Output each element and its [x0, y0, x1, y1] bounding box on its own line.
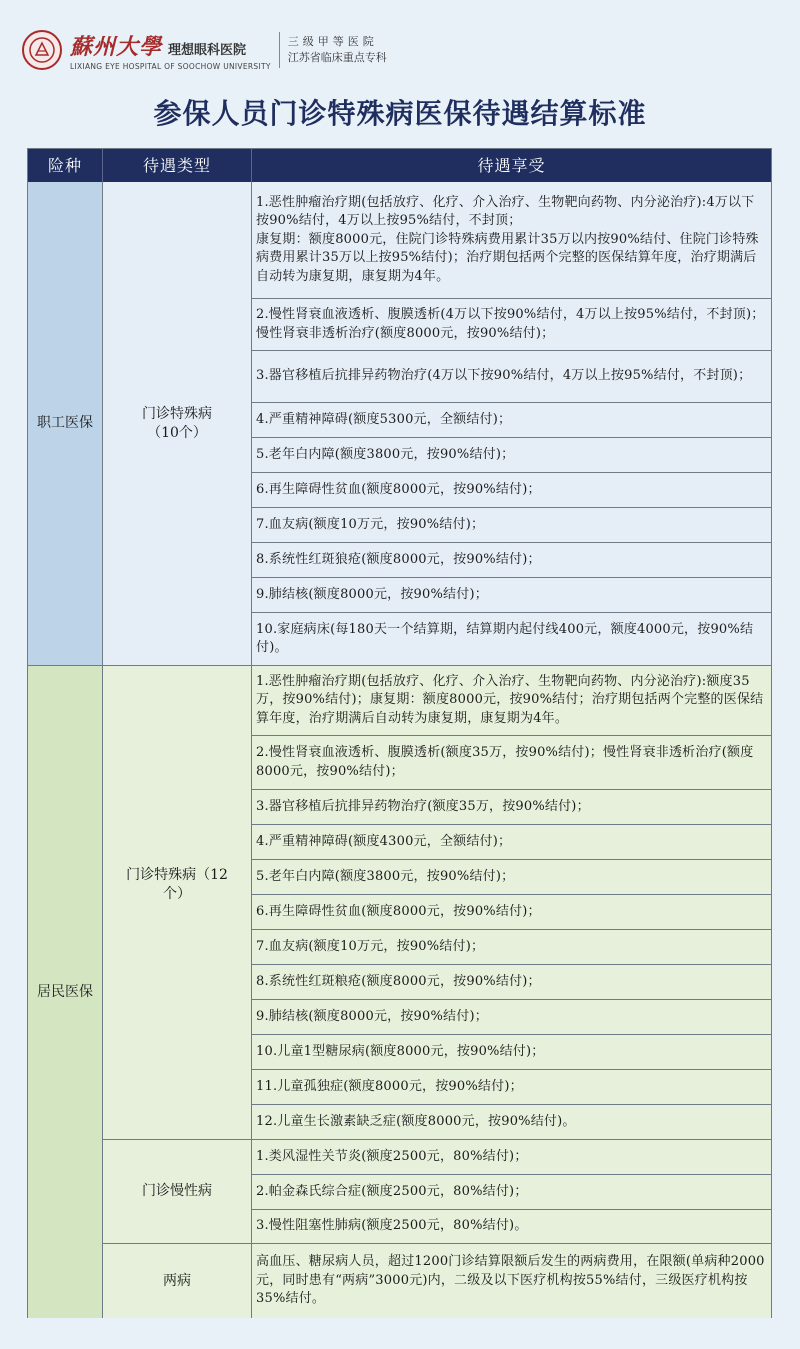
hospital-name: 理想眼科医院 — [168, 42, 247, 58]
two-diseases-row: 高血压、糖尿病人员，超过1200门诊结算限额后发生的两病费用，在限额(单病种2000元，同时患有“两病”3000元)内，二级及以下医疗机构按55%结付，三级医疗机构按35%结付。 — [252, 1244, 771, 1318]
type-resident-chronic: 门诊慢性病 — [103, 1140, 252, 1244]
employee-row-9: 9.肺结核(额度8000元，按90%结付)； — [252, 578, 771, 613]
insurance-employee: 职工医保 — [28, 182, 103, 666]
hospital-credentials — [288, 34, 387, 66]
type-resident-special: 门诊特殊病（12 个） — [103, 666, 252, 1140]
resident-row-2: 2.慢性肾衰血液透析、腹膜透析(额度35万，按90%结付)；慢性肾衰非透析治疗(额度8000元，按90%结付)； — [252, 736, 771, 790]
header-divider — [279, 32, 280, 68]
header-benefit: 待遇享受 — [477, 156, 546, 175]
resident-row-1: 1.恶性肿瘤治疗期(包括放疗、化疗、介入治疗、生物靶向药物、内分泌治疗):额度35万，按90%结付)；康复期：额度8000元，按90%结付；治疗期包括两个完整的医保结算年度，治疗期满后自动转为康复期，康复期为4年。 — [252, 666, 771, 736]
chronic-row-3: 3.慢性阻塞性肺病(额度2500元，80%结付)。 — [252, 1210, 771, 1244]
table-header — [28, 149, 771, 182]
chronic-row-1: 1.类风湿性关节炎(额度2500元，80%结付)； — [252, 1140, 771, 1175]
employee-row-6: 6.再生障碍性贫血(额度8000元，按90%结付)； — [252, 473, 771, 508]
type-employee-special: 门诊特殊病 （10个） — [103, 182, 252, 666]
benefits-table — [27, 148, 772, 1318]
employee-row-5: 5.老年白内障(额度3800元，按90%结付)； — [252, 438, 771, 473]
logo-text — [70, 30, 271, 71]
resident-row-8: 8.系统性红斑粮疮(额度8000元，按90%结付)； — [252, 965, 771, 1000]
resident-row-5: 5.老年白内障(额度3800元，按90%结付)； — [252, 860, 771, 895]
hospital-grade: 三级甲等医院 — [287, 35, 378, 48]
type-resident-two: 两病 — [103, 1244, 252, 1318]
logo-emblem-icon — [22, 30, 62, 70]
employee-row-4: 4.严重精神障碍(额度5300元，全额结付)； — [252, 403, 771, 438]
chronic-row-2: 2.帕金森氏综合症(额度2500元，80%结付)； — [252, 1175, 771, 1210]
resident-row-4: 4.严重精神障碍(额度4300元，全额结付)； — [252, 825, 771, 860]
resident-row-3: 3.器官移植后抗排异药物治疗(额度35万，按90%结付)； — [252, 790, 771, 825]
resident-row-9: 9.肺结核(额度8000元，按90%结付)； — [252, 1000, 771, 1035]
employee-row-3: 3.器官移植后抗排异药物治疗(4万以下按90%结付，4万以上按95%结付，不封顶)； — [252, 351, 771, 403]
employee-row-8: 8.系统性红斑狼疮(额度8000元，按90%结付)； — [252, 543, 771, 578]
resident-row-10: 10.儿童1型糖尿病(额度8000元，按90%结付)； — [252, 1035, 771, 1070]
hospital-name-en: LIXIANG EYE HOSPITAL OF SOOCHOW UNIVERSITY — [70, 61, 271, 71]
insurance-resident: 居民医保 — [28, 666, 103, 1318]
hospital-header — [22, 28, 387, 72]
header-type: 待遇类型 — [103, 149, 252, 182]
employee-row-2: 2.慢性肾衰血液透析、腹膜透析(4万以下按90%结付，4万以上按95%结付，不封顶)；慢性肾衰非透析治疗(额度8000元，按90%结付)； — [252, 299, 771, 351]
employee-row-7: 7.血友病(额度10万元，按90%结付)； — [252, 508, 771, 543]
employee-row-1: 1.恶性肿瘤治疗期(包括放疗、化疗、介入治疗、生物靶向药物、内分泌治疗):4万以下按90%结付，4万以上按95%结付，不封顶； 康复期：额度8000元，住院门诊特殊病费用累计35万以内按90%结付、住院门诊特殊病费用累计35万以上按95%结付)；治疗期包括两个完整的医保结算年度，治疗期满后自动转为康复期，康复期为4年。 — [252, 182, 771, 299]
employee-row-10: 10.家庭病床(每180天一个结算期，结算期内起付线400元，额度4000元，按90%结付)。 — [252, 613, 771, 666]
university-calligraphy: 蘇州大學 — [70, 33, 163, 60]
page-title: 参保人员门诊特殊病医保待遇结算标准 — [153, 97, 647, 130]
resident-row-6: 6.再生障碍性贫血(额度8000元，按90%结付)； — [252, 895, 771, 930]
resident-row-12: 12.儿童生长激素缺乏症(额度8000元，按90%结付)。 — [252, 1105, 771, 1140]
resident-row-7: 7.血友病(额度10万元，按90%结付)； — [252, 930, 771, 965]
hospital-specialty: 江苏省临床重点专科 — [287, 51, 387, 64]
header-insurance: 险种 — [28, 149, 103, 182]
resident-row-11: 11.儿童孤独症(额度8000元，按90%结付)； — [252, 1070, 771, 1105]
